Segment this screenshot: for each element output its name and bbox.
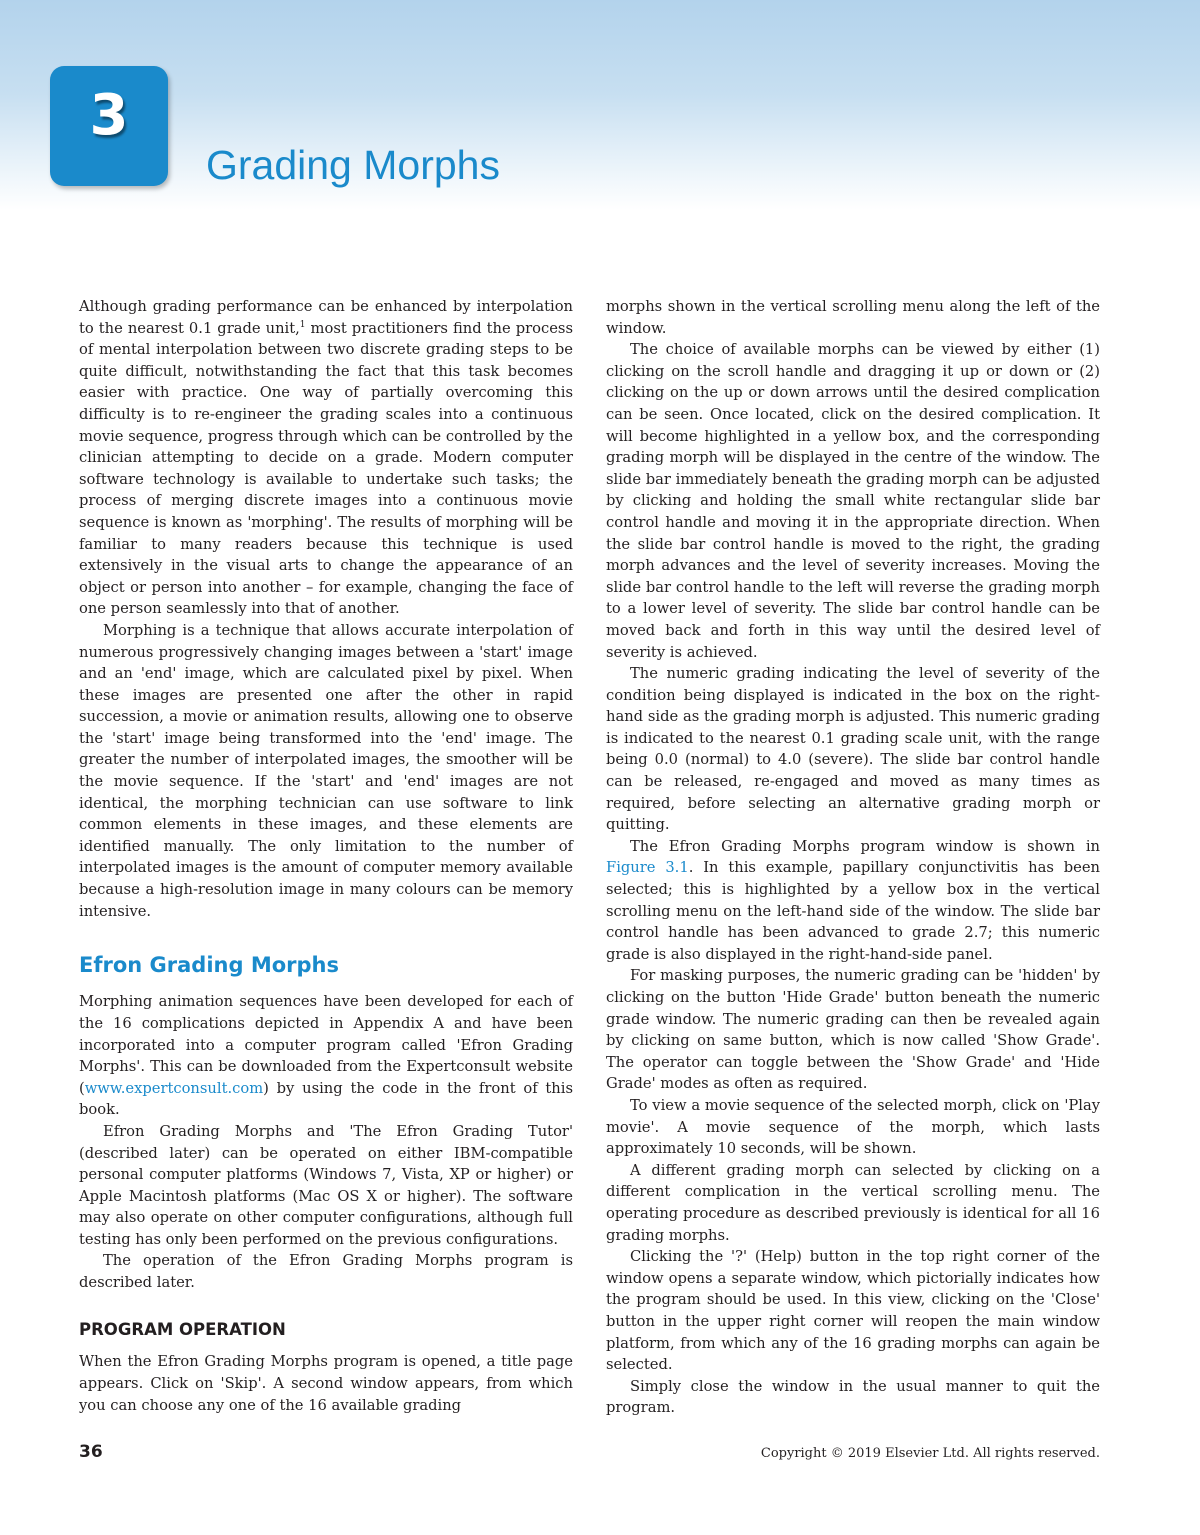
paragraph-text: ) by using the code in the front of this book. <box>79 1079 573 1119</box>
paragraph: The operation of the Efron Grading Morphs program is described later. <box>79 1252 573 1292</box>
paragraph-text: Although grading performance can be enhanced by interpolation to the nearest 0.1 grade unit, <box>79 298 573 337</box>
chapter-number: 3 <box>89 83 129 148</box>
header-band <box>0 0 1200 210</box>
page-number: 36 <box>79 1442 103 1462</box>
paragraph <box>606 836 1100 966</box>
paragraph: Morphing is a technique that allows accurate interpolation of numerous progressively changing images between a 'start' image and an 'end' image, which are calculated pixel by pixel. When these images are presented one after the other in rapid succession, a movie or animation results, allowing one to observe the 'start' image being transformed into the 'end' image. The greater the number of interpolated images, the smoother will be the movie sequence. If the 'start' and 'end' images are not identical, the morphing technician can use software to link common elements in these images, and these elements are identified manually. The only limitation to the number of interpolated images is the amount of computer memory available because a high-resolution image in many colours can be memory intensive. <box>79 621 573 920</box>
expertconsult-link[interactable]: www.expertconsult.com <box>84 1079 264 1097</box>
paragraph-text: Morphing animation sequences have been developed for each of the 16 complications depicted in Appendix A and have been incorporated into a computer program called 'Efron Grading Morphs'. This can be downloaded from the Expertconsult website ( <box>79 993 573 1097</box>
paragraph: For masking purposes, the numeric grading can be 'hidden' by clicking on the button 'Hide Grade' button beneath the numeric grade window. The numeric grading can then be revealed again by clicking on same button, which is now called 'Show Grade'. The operator can toggle between the 'Show Grade' and 'Hide Grade' modes as often as required. <box>606 967 1100 1093</box>
right-column <box>606 296 1100 1419</box>
paragraph: Simply close the window in the usual manner to quit the program. <box>606 1377 1100 1417</box>
paragraph: Efron Grading Morphs and 'The Efron Grading Tutor' (described later) can be operated on either IBM-compatible personal computer platforms (Windows 7, Vista, XP or higher) or Apple Macintosh platforms (Mac OS X or higher). The software may also operate on other computer configurations, although full testing has only been performed on the previous configurations. <box>79 1122 573 1248</box>
paragraph: A different grading morph can selected by clicking on a different complication in the vertical scrolling menu. The operating procedure as described previously is identical for all 16 grading morphs. <box>606 1161 1100 1244</box>
subsection-heading: PROGRAM OPERATION <box>79 1319 286 1339</box>
chapter-number-badge <box>50 66 168 186</box>
paragraph: The choice of available morphs can be viewed by either (1) clicking on the scroll handle and dragging it up or down or (2) clicking on the up or down arrows until the desired complication can be seen. Once located, click on the desired complication. It will become highlighted in a yellow box, and the corresponding grading morph will be displayed in the centre of the window. The slide bar immediately beneath the grading morph can be adjusted by clicking and holding the small white rectangular slide bar control handle and moving it in the appropriate direction. When the slide bar control handle is moved to the right, the grading morph advances and the level of severity increases. Moving the slide bar control handle to the left will reverse the grading morph to a lower level of severity. The slide bar control handle can be moved back and forth in this way until the desired level of severity is achieved. <box>606 341 1100 661</box>
chapter-title: Grading Morphs <box>206 142 500 188</box>
paragraph-text: The Efron Grading Morphs program window is shown in <box>630 837 1100 855</box>
paragraph-text: most practitioners find the process of mental interpolation between two discrete grading steps to be quite difficult, notwithstanding the fact that this task becomes easier with practice. One way of partially overcoming this difficulty is to re-engineer the grading scales into a continuous movie sequence, progress through which can be controlled by the clinician attempting to decide on a grade. Modern computer software technology is available to undertake such tasks; the process of merging discrete images into a continuous movie sequence is known as 'morphing'. The results of morphing will be familiar to many readers because this technique is used extensively in the visual arts to change the appearance of an object or person into another – for example, changing the face of one person seamlessly into that of another. <box>79 319 573 618</box>
paragraph: morphs shown in the vertical scrolling menu along the left of the window. <box>606 298 1100 337</box>
paragraph: The numeric grading indicating the level of severity of the condition being displayed is indicated in the box on the right-hand side as the grading morph is adjusted. This numeric grading is indicated to the nearest 0.1 grading scale unit, with the range being 0.0 (normal) to 4.0 (severe). The slide bar control handle can be released, re-engaged and moved as many times as required, before selecting an alternative grading morph or quitting. <box>606 665 1100 834</box>
paragraph: When the Efron Grading Morphs program is opened, a title page appears. Click on 'Skip'. A second window appears, from which you can choose any one of the 16 available grading <box>79 1353 573 1414</box>
copyright-notice: Copyright © 2019 Elsevier Ltd. All rights reserved. <box>760 1446 1100 1461</box>
footnote-marker[interactable]: 1 <box>299 319 306 330</box>
paragraph-text: . In this example, papillary conjunctivitis has been selected; this is highlighted by a yellow box in the vertical scrolling menu on the left-hand side of the window. The slide bar control handle has been advanced to grade 2.7; this numeric grade is also displayed in the right-hand-side panel. <box>606 859 1100 963</box>
figure-reference-link[interactable]: Figure 3.1 <box>606 859 689 877</box>
paragraph: To view a movie sequence of the selected morph, click on 'Play movie'. A movie sequence of the morph, which lasts approximately 10 seconds, will be shown. <box>606 1096 1100 1158</box>
paragraph <box>79 991 573 1121</box>
paragraph: Clicking the '?' (Help) button in the top right corner of the window opens a separate window, which pictorially indicates how the program should be used. In this view, clicking on the 'Close' button in the upper right corner will reopen the main window platform, from which any of the 16 grading morphs can again be selected. <box>606 1248 1100 1374</box>
section-heading: Efron Grading Morphs <box>79 953 339 978</box>
left-column <box>79 296 573 1416</box>
paragraph <box>79 296 573 620</box>
